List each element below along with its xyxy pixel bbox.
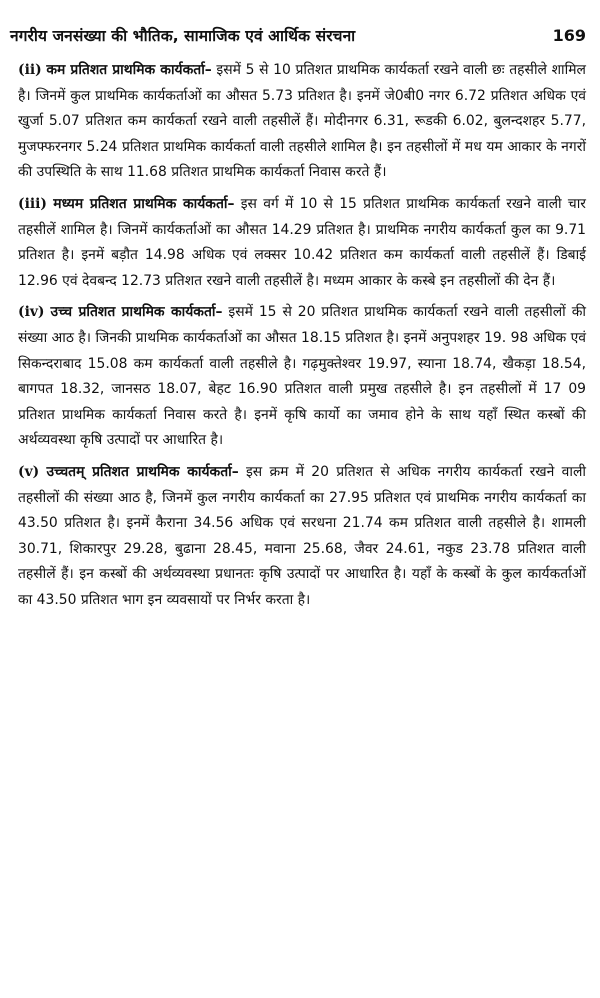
section-heading: मध्यम प्रतिशत प्राथमिक कार्यकर्ता– [53,195,235,212]
section-number: (iv) [18,304,45,321]
section-number: (iii) [18,195,47,212]
section-v [18,460,586,614]
running-title: नगरीय जनसंख्या की भौतिक, सामाजिक एवं आर्थिक संरचना [10,27,356,45]
section-number: (ii) [18,62,42,78]
section-iv [18,300,586,454]
section-text: इसमें 5 से 10 प्रतिशत प्राथमिक कार्यकर्ता रखने वाली छः तहसीले शामिल है। जिनमें कुल प्राथमिक कार्यकर्ताओं का औसत 5.73 प्रतिशत है। इनमें जे0बी0 नगर 6.72 प्रतिशत अधिक एवं खुर्जा 5.07 प्रतिशत कम कार्यकर्ता रखने वाली तहसीलें हैं। मोदीनगर 6.31, रूडकी 6.02, बुलन्दशहर 5.77, मुजफ्फरनगर 5.24 प्रतिशत प्राथमिक कार्यकर्ता वाली तहसीले शामिल है। इन तहसीलों में मध यम आकार के नगरों की उपस्थिति के साथ 11.68 प्रतिशत प्राथमिक कार्यकर्ता निवास करते हैं। [18,62,586,181]
page-header [10,24,586,50]
section-text: इस क्रम में 20 प्रतिशत से अधिक नगरीय कार्यकर्ता रखने वाली तहसीलों की संख्या आठ है, जिनमें कुल नगरीय कार्यकर्ता का 27.95 प्रतिशत एवं प्राथमिक नगरीय कार्यकर्ता का 43.50 प्रतिशत है। इनमें कैराना 34.56 अधिक एवं सरधना 21.74 कम प्रतिशत वाली तहसीले है। शामली 30.71, शिकारपुर 29.28, बुढाना 28.45, मवाना 25.68, जैवर 24.61, नकुड 23.78 प्रतिशत वाली तहसीलें हैं। इन कस्बों की अर्थव्यवस्था प्रधानतः कृषि उत्पादों पर आधारित है। यहाँ के कस्बों के कुल कार्यकर्ताओं का 43.50 प्रतिशत भाग इन व्यवसायों पर निर्भर करता है। [18,463,586,608]
section-heading: उच्चतम् प्रतिशत प्राथमिक कार्यकर्ता– [46,463,239,480]
section-heading: उच्च प्रतिशत प्राथमिक कार्यकर्ता– [50,304,223,321]
page-number: 169 [552,26,586,45]
section-ii [18,58,586,186]
section-iii [18,192,586,294]
section-heading: कम प्रतिशत प्राथमिक कार्यकर्ता– [46,62,212,78]
body-text [18,58,586,619]
section-number: (v) [18,463,40,480]
section-text: इसमें 15 से 20 प्रतिशत प्राथमिक कार्यकर्ता रखने वाली तहसीलों की संख्या आठ है। जिनकी प्राथमिक कार्यकर्ताओं का औसत 18.15 प्रतिशत है। इनमें अनुपशहर 19. 98 अधिक एवं सिकन्दराबाद 15.08 कम कार्यकर्ता वाली तहसीले है। गढ़मुक्तेश्वर 19.97, स्याना 18.74, खैकड़ा 18.54, बागपत 18.32, जानसठ 18.07, बेहट 16.90 प्रतिशत वाली प्रमुख तहसीले है। इन तहसीलों में 17 09 प्रतिशत प्राथमिक कार्यकर्ता निवास करते है। इनमें कृषि कार्यो का जमाव होने के साथ यहाँ स्थित कस्बों की अर्थव्यवस्था कृषि उत्पादों पर आधारित है। [18,304,586,449]
section-text: इस वर्ग में 10 से 15 प्रतिशत प्राथमिक कार्यकर्ता रखने वाली चार तहसीलें शामिल है। जिनमें कार्यकर्ताओं का औसत 14.29 प्रतिशत है। प्राथमिक नगरीय कार्यकर्ता कुल का 9.71 प्रतिशत है। इनमें बड़ौत 14.98 अधिक एवं लक्सर 10.42 प्रतिशत कम कार्यकर्ता वाली तहसीलें हैं। डिबाई 12.96 एवं देवबन्द 12.73 प्रतिशत रखने वाली तहसीलें है। मध्यम आकार के कस्बे इन तहसीलों की देन हैं। [18,195,586,289]
